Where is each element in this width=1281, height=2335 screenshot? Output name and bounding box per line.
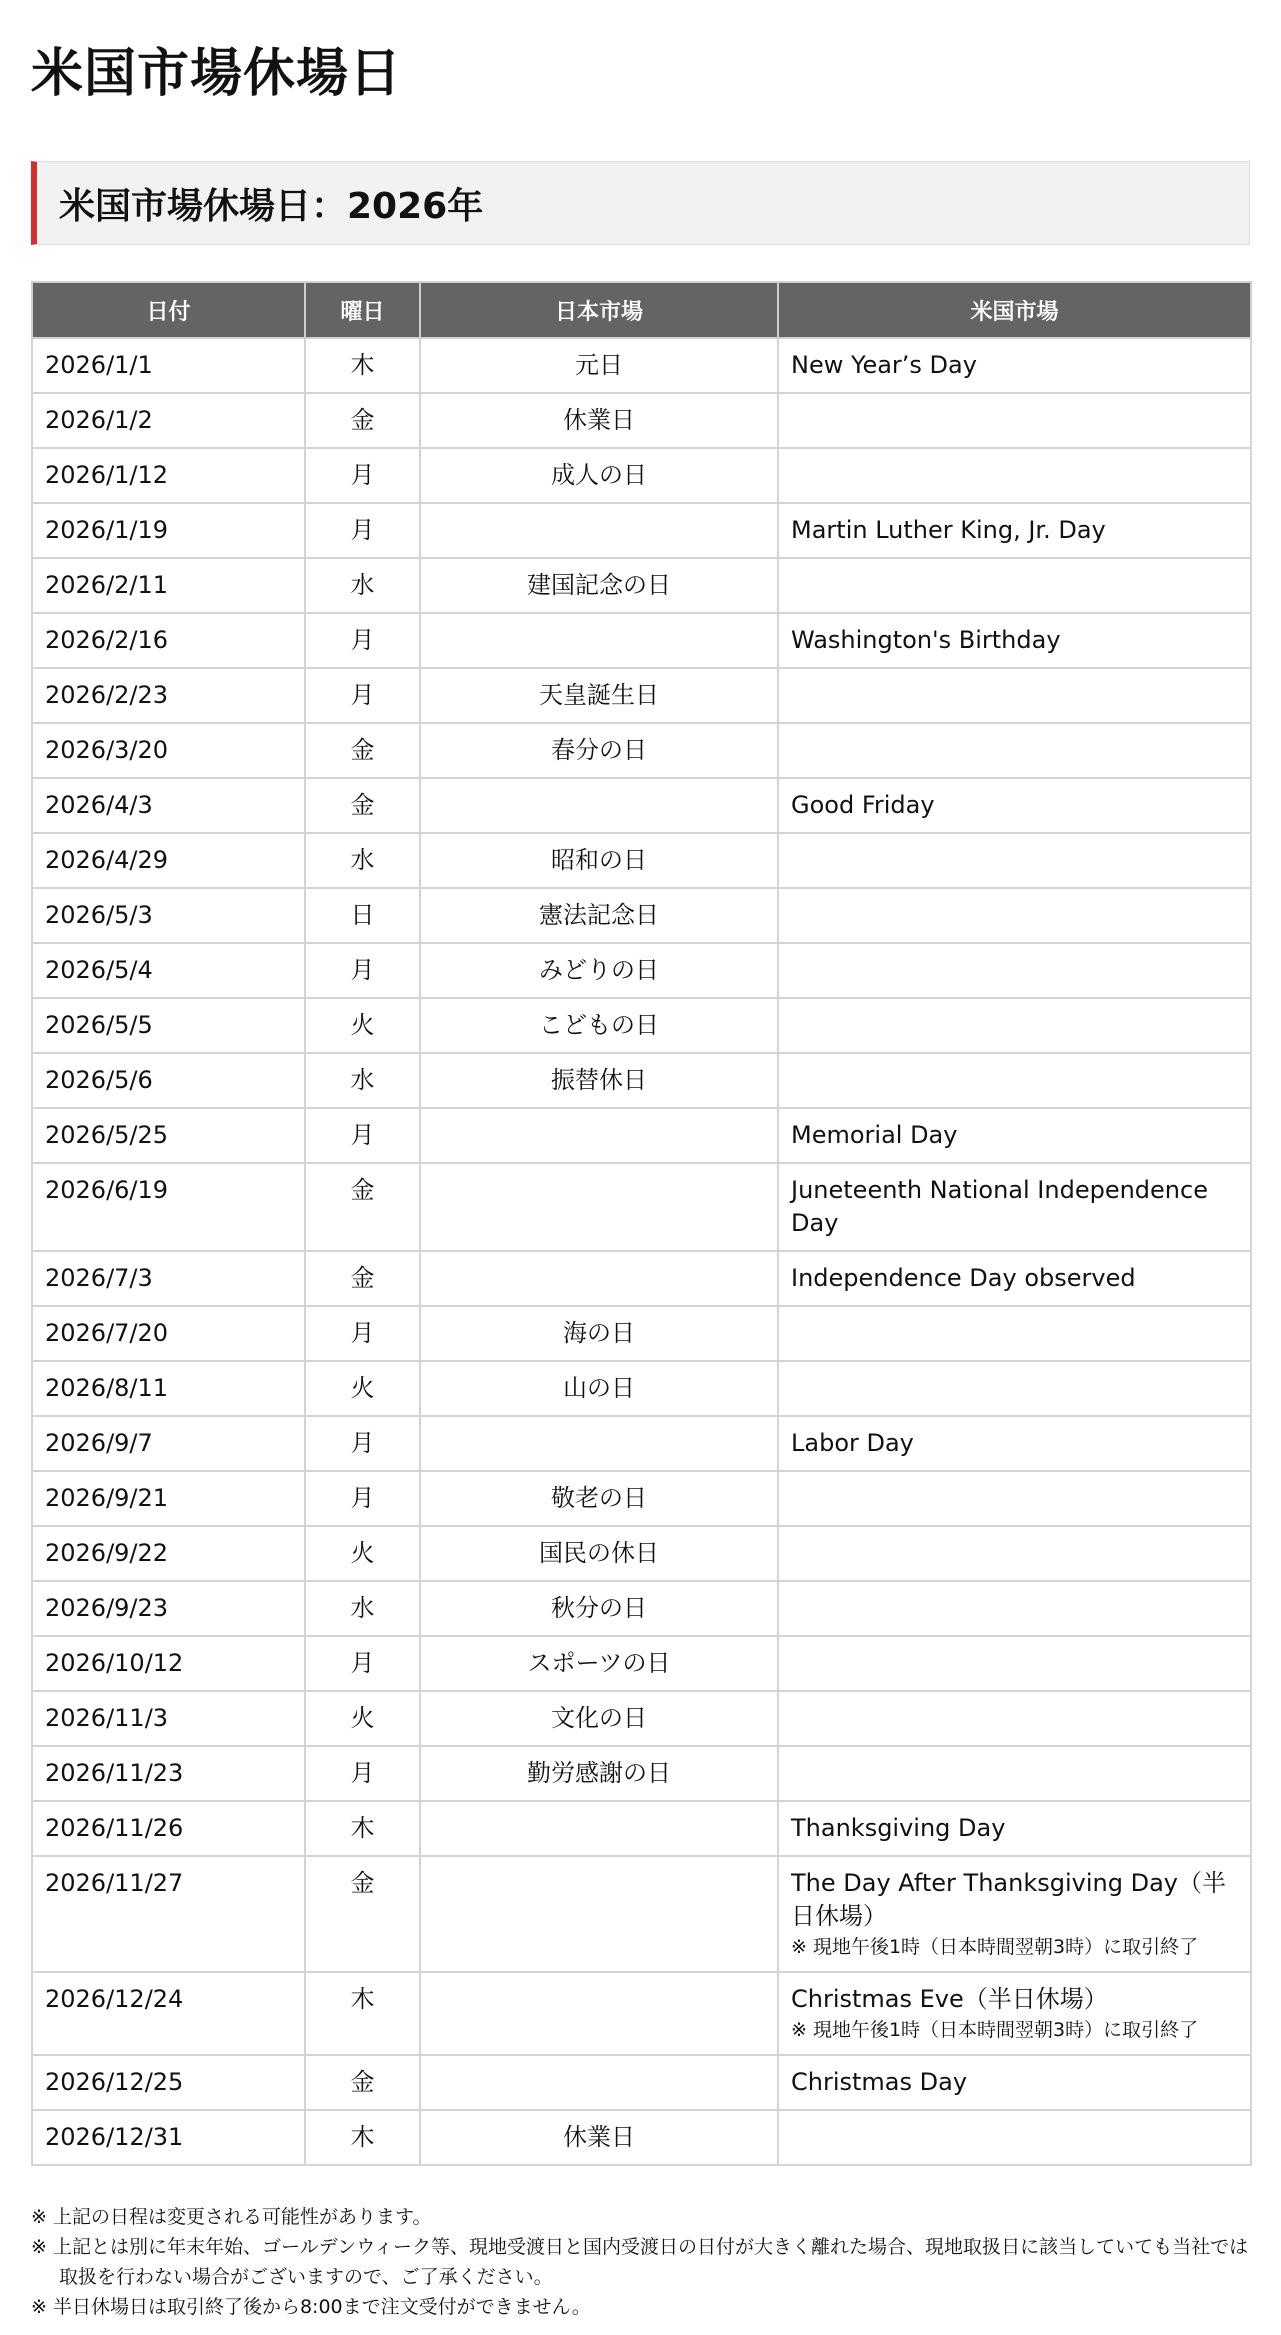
table-row: [32, 558, 1251, 613]
cell-us-market: [778, 1801, 1251, 1856]
half-day-note: ※ 現地午後1時（日本時間翌朝3時）に取引終了: [791, 1936, 1199, 1958]
cell-date: 2026/5/3: [32, 888, 305, 943]
table-row: [32, 1251, 1251, 1306]
cell-us-market: [778, 778, 1251, 833]
cell-date: 2026/5/4: [32, 943, 305, 998]
cell-date: 2026/6/19: [32, 1163, 305, 1251]
table-row: [32, 1746, 1251, 1801]
cell-japan-market: [420, 2055, 778, 2110]
table-row: [32, 1691, 1251, 1746]
cell-day-of-week: 金: [305, 1163, 420, 1251]
cell-us-market: [778, 1691, 1251, 1746]
table-row: [32, 1526, 1251, 1581]
cell-day-of-week: 金: [305, 1251, 420, 1306]
cell-date: 2026/9/7: [32, 1416, 305, 1471]
cell-japan-market: [420, 1251, 778, 1306]
cell-day-of-week: 月: [305, 1306, 420, 1361]
cell-us-market: [778, 393, 1251, 448]
cell-date: 2026/8/11: [32, 1361, 305, 1416]
cell-japan-market: [420, 503, 778, 558]
cell-us-market: [778, 558, 1251, 613]
cell-us-market: [778, 1361, 1251, 1416]
cell-us-market: [778, 723, 1251, 778]
cell-us-market: [778, 1746, 1251, 1801]
cell-japan-market: 成人の日: [420, 448, 778, 503]
cell-japan-market: 敬老の日: [420, 1471, 778, 1526]
us-holiday-name: Thanksgiving Day: [791, 1814, 1006, 1842]
section-heading: 米国市場休場日：2026年: [31, 161, 1250, 245]
us-holiday-name: Christmas Eve（半日休場）: [791, 1985, 1108, 2013]
cell-date: 2026/5/6: [32, 1053, 305, 1108]
cell-date: 2026/9/22: [32, 1526, 305, 1581]
cell-date: 2026/2/16: [32, 613, 305, 668]
cell-japan-market: 国民の休日: [420, 1526, 778, 1581]
footnote: ※ 半日休場日は取引終了後から8:00まで注文受付ができません。: [31, 2296, 591, 2318]
cell-us-market: [778, 833, 1251, 888]
cell-date: 2026/11/23: [32, 1746, 305, 1801]
cell-us-market: [778, 888, 1251, 943]
cell-japan-market: [420, 1856, 778, 1972]
header-japan-market: 日本市場: [420, 282, 778, 338]
cell-day-of-week: 金: [305, 393, 420, 448]
cell-day-of-week: 月: [305, 613, 420, 668]
table-row: [32, 1801, 1251, 1856]
table-row: [32, 833, 1251, 888]
cell-us-market: [778, 998, 1251, 1053]
cell-us-market: [778, 943, 1251, 998]
cell-day-of-week: 月: [305, 1108, 420, 1163]
cell-us-market: [778, 668, 1251, 723]
cell-japan-market: こどもの日: [420, 998, 778, 1053]
cell-japan-market: 元日: [420, 338, 778, 393]
half-day-note: ※ 現地午後1時（日本時間翌朝3時）に取引終了: [791, 2019, 1199, 2041]
cell-day-of-week: 金: [305, 2055, 420, 2110]
cell-us-market: [778, 1636, 1251, 1691]
page-title: 米国市場休場日: [31, 44, 403, 104]
cell-day-of-week: 月: [305, 448, 420, 503]
cell-us-market: [778, 1972, 1251, 2055]
cell-date: 2026/2/23: [32, 668, 305, 723]
cell-day-of-week: 月: [305, 1746, 420, 1801]
cell-japan-market: 天皇誕生日: [420, 668, 778, 723]
cell-japan-market: 振替休日: [420, 1053, 778, 1108]
cell-date: 2026/4/29: [32, 833, 305, 888]
us-holiday-name: Good Friday: [791, 791, 935, 819]
header-us-market: 米国市場: [778, 282, 1251, 338]
footnotes: [31, 2202, 1250, 2322]
us-holiday-name: Independence Day observed: [791, 1264, 1136, 1292]
cell-day-of-week: 水: [305, 833, 420, 888]
cell-japan-market: 勤労感謝の日: [420, 1746, 778, 1801]
header-date: 日付: [32, 282, 305, 338]
cell-day-of-week: 木: [305, 1972, 420, 2055]
cell-us-market: [778, 1471, 1251, 1526]
table-row: [32, 393, 1251, 448]
table-row: [32, 613, 1251, 668]
cell-japan-market: 海の日: [420, 1306, 778, 1361]
table-row: [32, 448, 1251, 503]
cell-date: 2026/11/26: [32, 1801, 305, 1856]
holiday-table: [31, 281, 1252, 2166]
cell-japan-market: みどりの日: [420, 943, 778, 998]
cell-japan-market: 昭和の日: [420, 833, 778, 888]
cell-day-of-week: 金: [305, 1856, 420, 1972]
cell-us-market: [778, 1306, 1251, 1361]
cell-us-market: [778, 338, 1251, 393]
cell-date: 2026/9/21: [32, 1471, 305, 1526]
table-row: [32, 1856, 1251, 1972]
table-row: [32, 1306, 1251, 1361]
cell-us-market: [778, 1581, 1251, 1636]
cell-day-of-week: 月: [305, 1471, 420, 1526]
cell-date: 2026/12/31: [32, 2110, 305, 2165]
table-row: [32, 1972, 1251, 2055]
cell-date: 2026/3/20: [32, 723, 305, 778]
table-header-row: [32, 282, 1251, 338]
table-row: [32, 1163, 1251, 1251]
cell-japan-market: 憲法記念日: [420, 888, 778, 943]
cell-day-of-week: 日: [305, 888, 420, 943]
footnote: ※ 上記の日程は変更される可能性があります。: [31, 2206, 432, 2228]
cell-japan-market: 春分の日: [420, 723, 778, 778]
cell-day-of-week: 月: [305, 1636, 420, 1691]
table-row: [32, 1416, 1251, 1471]
cell-date: 2026/7/20: [32, 1306, 305, 1361]
cell-japan-market: [420, 778, 778, 833]
table-row: [32, 1053, 1251, 1108]
cell-day-of-week: 火: [305, 998, 420, 1053]
table-row: [32, 668, 1251, 723]
cell-date: 2026/10/12: [32, 1636, 305, 1691]
cell-date: 2026/11/27: [32, 1856, 305, 1972]
cell-japan-market: [420, 1972, 778, 2055]
cell-date: 2026/1/19: [32, 503, 305, 558]
cell-date: 2026/2/11: [32, 558, 305, 613]
cell-us-market: [778, 613, 1251, 668]
cell-japan-market: [420, 1801, 778, 1856]
table-body: [32, 338, 1251, 2165]
cell-day-of-week: 金: [305, 723, 420, 778]
us-holiday-name: Labor Day: [791, 1429, 914, 1457]
table-row: [32, 338, 1251, 393]
cell-date: 2026/12/25: [32, 2055, 305, 2110]
cell-japan-market: 休業日: [420, 393, 778, 448]
cell-us-market: [778, 1163, 1251, 1251]
table-row: [32, 1361, 1251, 1416]
table-row: [32, 723, 1251, 778]
cell-us-market: [778, 1053, 1251, 1108]
table-row: [32, 1471, 1251, 1526]
cell-us-market: [778, 448, 1251, 503]
us-holiday-name: The Day After Thanksgiving Day（半日休場）: [791, 1869, 1226, 1930]
cell-japan-market: 秋分の日: [420, 1581, 778, 1636]
cell-day-of-week: 木: [305, 1801, 420, 1856]
table-row: [32, 1581, 1251, 1636]
cell-date: 2026/1/2: [32, 393, 305, 448]
cell-japan-market: スポーツの日: [420, 1636, 778, 1691]
cell-day-of-week: 金: [305, 778, 420, 833]
cell-date: 2026/5/25: [32, 1108, 305, 1163]
cell-date: 2026/1/12: [32, 448, 305, 503]
table-row: [32, 1108, 1251, 1163]
cell-us-market: [778, 503, 1251, 558]
us-holiday-name: Juneteenth National Independence Day: [791, 1176, 1208, 1237]
table-row: [32, 888, 1251, 943]
cell-day-of-week: 木: [305, 2110, 420, 2165]
cell-day-of-week: 水: [305, 1053, 420, 1108]
cell-us-market: [778, 2055, 1251, 2110]
cell-us-market: [778, 1416, 1251, 1471]
cell-us-market: [778, 1108, 1251, 1163]
cell-day-of-week: 水: [305, 558, 420, 613]
cell-japan-market: [420, 613, 778, 668]
cell-day-of-week: 火: [305, 1526, 420, 1581]
cell-date: 2026/5/5: [32, 998, 305, 1053]
cell-us-market: [778, 1251, 1251, 1306]
cell-date: 2026/12/24: [32, 1972, 305, 2055]
cell-day-of-week: 月: [305, 943, 420, 998]
cell-us-market: [778, 1526, 1251, 1581]
cell-day-of-week: 月: [305, 1416, 420, 1471]
cell-us-market: [778, 2110, 1251, 2165]
cell-japan-market: 建国記念の日: [420, 558, 778, 613]
us-holiday-name: Memorial Day: [791, 1121, 958, 1149]
header-day-of-week: 曜日: [305, 282, 420, 338]
footnote: ※ 上記とは別に年末年始、ゴールデンウィーク等、現地受渡日と国内受渡日の日付が大きく離れた場合、現地取扱日に該当していても当社では取扱を行わない場合がございますので、ご了承ください。: [31, 2236, 1249, 2288]
cell-japan-market: 休業日: [420, 2110, 778, 2165]
cell-date: 2026/9/23: [32, 1581, 305, 1636]
table-row: [32, 503, 1251, 558]
cell-day-of-week: 火: [305, 1361, 420, 1416]
cell-day-of-week: 月: [305, 668, 420, 723]
table-row: [32, 998, 1251, 1053]
table-row: [32, 2110, 1251, 2165]
cell-day-of-week: 水: [305, 1581, 420, 1636]
cell-us-market: [778, 1856, 1251, 1972]
cell-japan-market: 文化の日: [420, 1691, 778, 1746]
us-holiday-name: Christmas Day: [791, 2068, 968, 2096]
cell-japan-market: 山の日: [420, 1361, 778, 1416]
cell-japan-market: [420, 1416, 778, 1471]
table-row: [32, 1636, 1251, 1691]
cell-day-of-week: 火: [305, 1691, 420, 1746]
cell-japan-market: [420, 1163, 778, 1251]
us-holiday-name: New Year’s Day: [791, 351, 977, 379]
cell-day-of-week: 月: [305, 503, 420, 558]
us-holiday-name: Washington's Birthday: [791, 626, 1061, 654]
cell-date: 2026/1/1: [32, 338, 305, 393]
us-holiday-name: Martin Luther King, Jr. Day: [791, 516, 1106, 544]
cell-date: 2026/4/3: [32, 778, 305, 833]
cell-date: 2026/11/3: [32, 1691, 305, 1746]
table-row: [32, 943, 1251, 998]
cell-day-of-week: 木: [305, 338, 420, 393]
cell-japan-market: [420, 1108, 778, 1163]
table-row: [32, 778, 1251, 833]
table-row: [32, 2055, 1251, 2110]
cell-date: 2026/7/3: [32, 1251, 305, 1306]
